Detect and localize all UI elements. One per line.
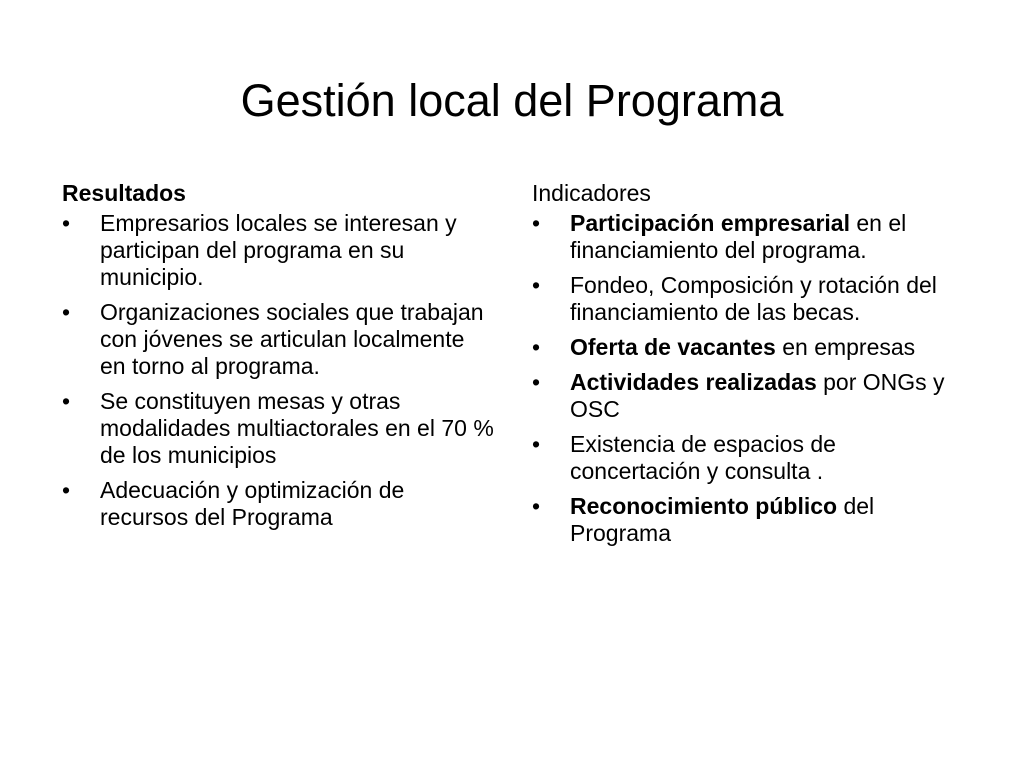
bullet-icon: •	[532, 334, 541, 360]
bullet-icon: •	[532, 431, 541, 457]
list-item	[532, 334, 972, 361]
list-item	[62, 477, 494, 531]
list-item-text: Adecuación y optimización de recursos del Programa	[100, 477, 405, 530]
list-item-text: Organizaciones sociales que trabajan con jóvenes se articulan localmente en torno al programa.	[100, 299, 484, 379]
indicators-list	[532, 210, 972, 547]
bullet-icon: •	[62, 388, 71, 414]
bullet-icon: •	[532, 493, 541, 519]
indicator-text: en empresas	[775, 334, 916, 360]
list-item	[532, 210, 972, 264]
indicator-text: en el financiamiento del programa.	[570, 210, 907, 263]
list-item	[532, 369, 972, 423]
indicators-column	[532, 180, 972, 555]
bullet-icon: •	[62, 477, 71, 503]
bullet-icon: •	[62, 299, 71, 325]
indicator-emphasis: Reconocimiento público	[570, 493, 838, 519]
list-item-text: Se constituyen mesas y otras modalidades multiactorales en el 70 % de los municipios	[100, 388, 494, 468]
bullet-icon: •	[532, 272, 541, 298]
indicator-emphasis: Actividades realizadas	[570, 369, 817, 395]
results-heading: Resultados	[62, 180, 186, 206]
list-item	[62, 299, 494, 380]
indicator-text: por ONGs y OSC	[570, 369, 945, 422]
list-item	[62, 388, 494, 469]
bullet-icon: •	[62, 210, 71, 236]
indicator-text: del Programa	[570, 493, 875, 546]
list-item	[532, 431, 972, 485]
indicator-text: Existencia de espacios de concertación y consulta .	[570, 431, 836, 484]
slide-title: Gestión local del Programa	[240, 75, 784, 126]
indicators-heading: Indicadores	[532, 180, 651, 206]
list-item	[532, 272, 972, 326]
indicator-emphasis: Participación empresarial	[570, 210, 850, 236]
bullet-icon: •	[532, 210, 541, 236]
results-column	[62, 180, 494, 539]
list-item	[532, 493, 972, 547]
results-list	[62, 210, 494, 531]
bullet-icon: •	[532, 369, 541, 395]
list-item	[62, 210, 494, 291]
indicator-emphasis: Oferta de vacantes	[570, 334, 776, 360]
list-item-text: Empresarios locales se interesan y participan del programa en su municipio.	[100, 210, 457, 290]
indicator-text: Fondeo, Composición y rotación del financiamiento de las becas.	[570, 272, 937, 325]
